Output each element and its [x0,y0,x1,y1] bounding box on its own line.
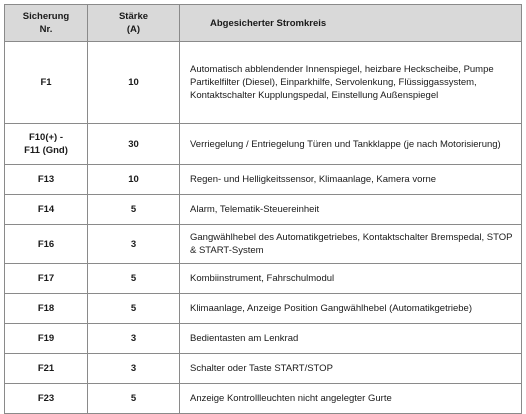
amperage-cell: 10 [88,165,180,195]
table-row [5,195,522,225]
fuse-number-line: F10(+) - [28,132,64,143]
amperage-cell: 5 [88,294,180,324]
amperage-cell: 5 [88,195,180,225]
table-row [5,324,522,354]
circuit-cell: Gangwählhebel des Automatikgetriebes, Kontaktschalter Bremspedal, STOP & START-System [180,225,522,264]
fuse-number-cell: F21 [5,354,88,384]
header-fuse-line: Sicherung [22,11,70,22]
table-row [5,225,522,264]
amperage-cell: 3 [88,324,180,354]
header-amps-line: Stärke [118,11,149,22]
table-row [5,42,522,124]
circuit-cell: Anzeige Kontrollleuchten nicht angelegter Gurte [180,384,522,414]
fuse-number-cell: F18 [5,294,88,324]
header-amps-line: (A) [126,24,141,35]
table-row [5,354,522,384]
amperage-cell: 5 [88,264,180,294]
amperage-cell: 10 [88,42,180,124]
fuse-table [4,4,522,414]
circuit-cell: Kombiinstrument, Fahrschulmodul [180,264,522,294]
circuit-cell: Alarm, Telematik-Steuereinheit [180,195,522,225]
amperage-cell: 3 [88,354,180,384]
fuse-number-cell: F17 [5,264,88,294]
fuse-number-cell [5,124,88,165]
amperage-cell: 30 [88,124,180,165]
fuse-number-cell: F13 [5,165,88,195]
table-row [5,264,522,294]
circuit-cell: Regen- und Helligkeitssensor, Klimaanlage, Kamera vorne [180,165,522,195]
amperage-cell: 3 [88,225,180,264]
table-header-row [5,5,522,42]
table-row [5,165,522,195]
fuse-number-cell: F16 [5,225,88,264]
table-row [5,384,522,414]
fuse-number-cell: F23 [5,384,88,414]
header-circuit: Abgesicherter Stromkreis [180,5,522,42]
circuit-cell: Verriegelung / Entriegelung Türen und Tankklappe (je nach Motorisierung) [180,124,522,165]
fuse-number-cell: F1 [5,42,88,124]
table-row [5,294,522,324]
fuse-table-container [4,4,521,414]
header-fuse-line: Nr. [39,24,53,35]
fuse-number-cell: F14 [5,195,88,225]
circuit-cell: Bedientasten am Lenkrad [180,324,522,354]
header-fuse-number [5,5,88,42]
amperage-cell: 5 [88,384,180,414]
table-row [5,124,522,165]
circuit-cell: Schalter oder Taste START/STOP [180,354,522,384]
header-amperage [88,5,180,42]
circuit-cell: Klimaanlage, Anzeige Position Gangwählhebel (Automatikgetriebe) [180,294,522,324]
circuit-cell: Automatisch abblendender Innenspiegel, heizbare Heckscheibe, Pumpe Partikelfilter (Diesel), Einparkhilfe, Servolenkung, Flüssiggassystem, Kontaktschalter Kupplungspedal, Einstellung Außenspiegel [180,42,522,124]
fuse-number-line: F11 (Gnd) [24,145,68,156]
fuse-number-cell: F19 [5,324,88,354]
